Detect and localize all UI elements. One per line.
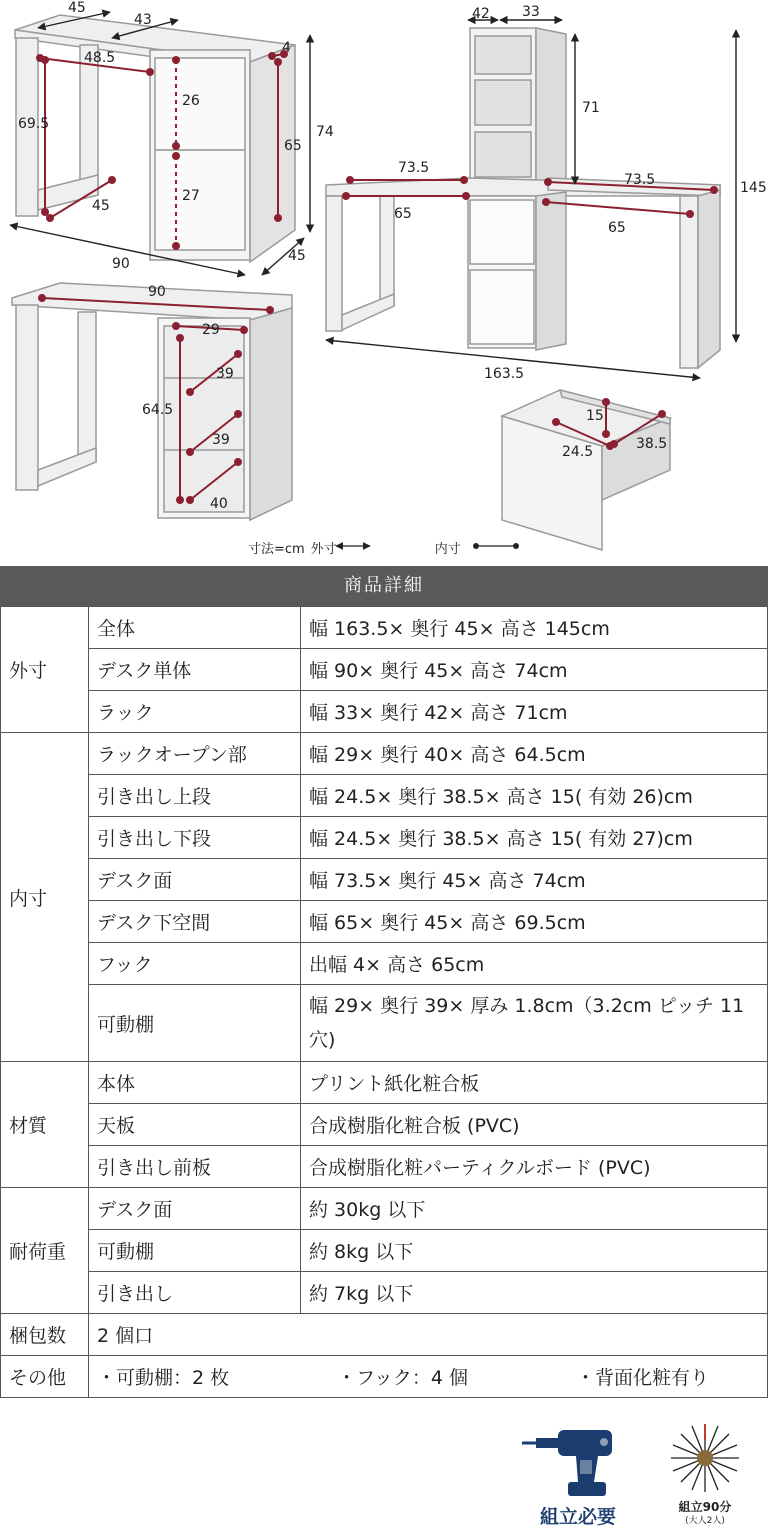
dim-desk-cabinet-width: 43	[134, 12, 152, 28]
other-item: ・背面化粧有り	[575, 1367, 709, 1389]
other-item: ・可動棚：2 枚	[97, 1367, 230, 1389]
dim-drawer-height: 15	[586, 408, 604, 424]
table-row	[1, 1104, 768, 1146]
legend-outer: 外寸	[310, 542, 337, 557]
value-cell: 2 個口	[89, 1314, 768, 1356]
dim-desk-leg-clearance: 69.5	[18, 116, 50, 132]
category-cell: 材質	[1, 1062, 89, 1188]
label-cell: 引き出し	[89, 1272, 301, 1314]
dim-rack-depth: 42	[472, 6, 490, 22]
spec-table-section	[0, 566, 768, 1398]
dim-desk-height: 74	[316, 124, 334, 140]
legend-unit: 寸法=cm	[248, 542, 305, 557]
value-cell: 幅 24.5× 奥行 38.5× 高さ 15( 有効 26)cm	[301, 775, 768, 817]
assembly-time-people: (大人2人)	[685, 1516, 725, 1526]
value-cell: 出幅 4× 高さ 65cm	[301, 943, 768, 985]
value-cell: プリント紙化粧合板	[301, 1062, 768, 1104]
table-row	[1, 1188, 768, 1230]
value-cell: 幅 163.5× 奥行 45× 高さ 145cm	[301, 607, 768, 649]
dim-right-desk-surface: 73.5	[624, 172, 656, 188]
table-row	[1, 691, 768, 733]
table-row	[1, 901, 768, 943]
value-cell: 幅 24.5× 奥行 38.5× 高さ 15( 有効 27)cm	[301, 817, 768, 859]
dimension-diagram	[0, 0, 768, 560]
table-row	[1, 943, 768, 985]
dim-rack-open-height: 64.5	[142, 402, 174, 418]
dim-desk-inner-width: 48.5	[84, 50, 116, 66]
dim-hook-height: 65	[284, 138, 302, 154]
dim-total-width: 163.5	[484, 366, 525, 382]
legend-inner: 内寸	[434, 542, 461, 557]
label-cell: 引き出し上段	[89, 775, 301, 817]
label-cell: ラック	[89, 691, 301, 733]
dim-drawer-width: 24.5	[562, 444, 594, 460]
label-cell: 本体	[89, 1062, 301, 1104]
value-cell	[89, 1356, 768, 1398]
full-set-drawing	[326, 28, 720, 368]
dim-rack-open-depth: 40	[210, 496, 228, 512]
table-row	[1, 649, 768, 691]
desk-with-drawers-drawing	[15, 15, 295, 262]
other-item: ・フック：4 個	[337, 1367, 468, 1389]
category-cell: 耐荷重	[1, 1188, 89, 1314]
clock-burst-icon	[660, 1420, 750, 1498]
value-cell: 約 7kg 以下	[301, 1272, 768, 1314]
dimension-legend	[248, 538, 461, 557]
value-cell: 合成樹脂化粧パーティクルボード (PVC)	[301, 1146, 768, 1188]
table-row	[1, 1062, 768, 1104]
category-cell: 外寸	[1, 607, 89, 733]
label-cell: デスク下空間	[89, 901, 301, 943]
dim-desk-depth: 45	[288, 248, 306, 264]
label-cell: 可動棚	[89, 1230, 301, 1272]
dim-drawer-upper-height: 26	[182, 93, 200, 109]
dim-total-height: 145	[740, 180, 767, 196]
table-row	[1, 1272, 768, 1314]
assembly-time-label: 組立90分	[678, 1500, 732, 1514]
dim-drawer-lower-height: 27	[182, 188, 200, 204]
dim-rack-desk-width: 90	[148, 284, 166, 300]
assembly-required-badge	[518, 1420, 638, 1532]
dim-shelf-depth-upper: 39	[216, 366, 234, 382]
table-row	[1, 1146, 768, 1188]
table-row	[1, 985, 768, 1062]
table-row	[1, 607, 768, 649]
table-row	[1, 1356, 768, 1398]
label-cell: フック	[89, 943, 301, 985]
category-cell: 梱包数	[1, 1314, 89, 1356]
table-row	[1, 733, 768, 775]
table-row	[1, 817, 768, 859]
label-cell: 可動棚	[89, 985, 301, 1062]
table-row	[1, 775, 768, 817]
table-row	[1, 1314, 768, 1356]
assembly-time-badge	[660, 1420, 750, 1532]
value-cell: 合成樹脂化粧合板 (PVC)	[301, 1104, 768, 1146]
value-cell: 幅 29× 奥行 40× 高さ 64.5cm	[301, 733, 768, 775]
label-cell: 引き出し前板	[89, 1146, 301, 1188]
value-cell: 幅 29× 奥行 39× 厚み 1.8cm（3.2cm ピッチ 11 穴)	[301, 985, 768, 1062]
dim-left-desk-surface: 73.5	[398, 160, 430, 176]
dim-rack-open-width: 29	[202, 322, 220, 338]
value-cell: 幅 90× 奥行 45× 高さ 74cm	[301, 649, 768, 691]
drill-icon	[518, 1420, 638, 1502]
dim-right-desk-space: 65	[608, 220, 626, 236]
dim-shelf-depth-lower: 39	[212, 432, 230, 448]
label-cell: ラックオープン部	[89, 733, 301, 775]
label-cell: 天板	[89, 1104, 301, 1146]
value-cell: 幅 73.5× 奥行 45× 高さ 74cm	[301, 859, 768, 901]
dim-desk-inner-depth: 45	[92, 198, 110, 214]
label-cell: 全体	[89, 607, 301, 649]
spec-table	[0, 606, 768, 1398]
table-row	[1, 1230, 768, 1272]
assembly-required-label: 組立必要	[539, 1506, 616, 1528]
dim-rack-height: 71	[582, 100, 600, 116]
category-cell: その他	[1, 1356, 89, 1398]
value-cell: 約 30kg 以下	[301, 1188, 768, 1230]
label-cell: デスク面	[89, 859, 301, 901]
value-cell: 幅 33× 奥行 42× 高さ 71cm	[301, 691, 768, 733]
furniture-drawings	[0, 0, 768, 560]
label-cell: デスク面	[89, 1188, 301, 1230]
dim-desk-top-depth: 45	[68, 0, 86, 16]
outer-arrow-icon	[343, 544, 377, 552]
spec-table-title: 商品詳細	[0, 566, 768, 606]
dim-hook-projection: 4	[282, 40, 291, 56]
label-cell: デスク単体	[89, 649, 301, 691]
dim-left-desk-space: 65	[394, 206, 412, 222]
label-cell: 引き出し下段	[89, 817, 301, 859]
value-cell: 幅 65× 奥行 45× 高さ 69.5cm	[301, 901, 768, 943]
table-row	[1, 859, 768, 901]
dim-desk-width: 90	[112, 256, 130, 272]
dim-rack-width: 33	[522, 4, 540, 20]
value-cell: 約 8kg 以下	[301, 1230, 768, 1272]
category-cell: 内寸	[1, 733, 89, 1062]
dim-drawer-depth: 38.5	[636, 436, 668, 452]
